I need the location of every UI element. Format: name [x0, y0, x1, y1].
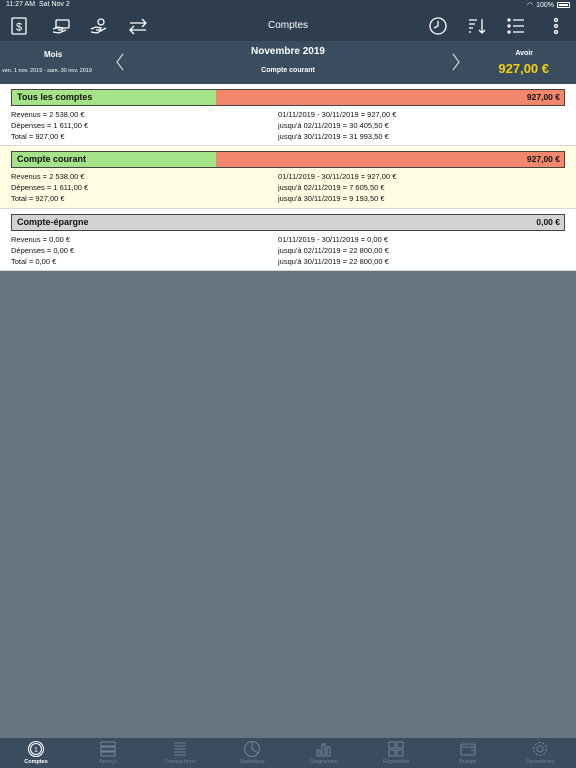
- balance-until-today: jusqu'à 02/11/2019 = 30 405,50 €: [278, 121, 389, 130]
- svg-text:$: $: [15, 21, 23, 34]
- status-date: Sat Nov 2: [39, 1, 70, 8]
- tab-repartition[interactable]: [360, 738, 432, 768]
- income-text: Revenus = 2 538,00 €: [11, 172, 85, 181]
- expense-text: Dépenses = 1 611,00 €: [11, 121, 89, 130]
- expense-bar: [216, 90, 564, 105]
- balance-until-today: jusqu'à 02/11/2019 = 7 605,50 €: [278, 183, 385, 192]
- balance-until-end: jusqu'à 30/11/2019 = 9 193,50 €: [278, 194, 385, 203]
- accounts-list: [0, 84, 576, 271]
- overview-icon: [99, 740, 117, 758]
- distribution-icon: [387, 740, 405, 758]
- balance-label: Avoir: [515, 50, 533, 57]
- tab-statistique[interactable]: [216, 738, 288, 768]
- expense-text: Dépenses = 1 611,00 €: [11, 183, 89, 192]
- total-text: Total = 927,00 €: [11, 132, 65, 141]
- tab-label: Statistique: [239, 759, 265, 765]
- account-balance-bar: [11, 151, 565, 168]
- page-title: Comptes: [267, 20, 308, 31]
- list-icon[interactable]: [505, 15, 527, 37]
- tab-comptes[interactable]: [0, 738, 72, 768]
- tab-parametres[interactable]: [504, 738, 576, 768]
- income-text: Revenus = 0,00 €: [11, 235, 71, 244]
- tab-label: Comptes: [24, 759, 48, 765]
- tab-diagramme[interactable]: [288, 738, 360, 768]
- account-card-checking[interactable]: [0, 146, 576, 209]
- navigation-bar: [0, 11, 576, 41]
- svg-text:1: 1: [34, 747, 38, 754]
- expense-text: Dépenses = 0,00 €: [11, 246, 75, 255]
- tab-label: Transactions: [164, 759, 196, 765]
- tab-label: Diagramme: [309, 759, 339, 765]
- total-text: Total = 0,00 €: [11, 257, 57, 266]
- tab-bar: [0, 738, 576, 768]
- wallet-icon: [459, 740, 477, 758]
- gear-icon: [531, 740, 549, 758]
- dollar-box-icon[interactable]: [8, 15, 30, 37]
- account-balance-bar: [11, 89, 565, 106]
- selected-account[interactable]: Compte courant: [261, 67, 315, 74]
- period-month: Novembre 2019: [251, 46, 325, 57]
- coin-icon: [27, 740, 45, 758]
- period-type-label[interactable]: Mois: [44, 50, 63, 59]
- transactions-list-icon: [171, 740, 189, 758]
- balance-until-end: jusqu'à 30/11/2019 = 31 993,50 €: [278, 132, 389, 141]
- balance-until-today: jusqu'à 02/11/2019 = 22 800,00 €: [278, 246, 389, 255]
- account-card-savings[interactable]: [0, 209, 576, 271]
- tab-label: Paramètres: [525, 759, 555, 765]
- tab-label: Aperçu: [99, 759, 117, 765]
- wifi-icon: ◠: [526, 2, 534, 9]
- card-hand-icon[interactable]: [50, 15, 72, 37]
- account-name: Compte courant: [17, 154, 87, 164]
- balance-until-end: jusqu'à 30/11/2019 = 22 800,00 €: [278, 257, 389, 266]
- neutral-bar: [12, 215, 564, 230]
- tab-label: Répartition: [382, 759, 410, 765]
- account-balance-bar: [11, 214, 565, 231]
- account-amount: 927,00 €: [526, 154, 560, 164]
- total-text: Total = 927,00 €: [11, 194, 65, 203]
- more-vertical-icon[interactable]: [545, 15, 567, 37]
- period-balance-text: 01/11/2019 - 30/11/2019 = 927,00 €: [278, 172, 397, 181]
- period-balance-text: 01/11/2019 - 30/11/2019 = 0,00 €: [278, 235, 389, 244]
- transfer-arrows-icon[interactable]: [127, 15, 149, 37]
- battery-icon: [557, 2, 570, 8]
- income-text: Revenus = 2 538,00 €: [11, 110, 85, 119]
- balance-value: 927,00 €: [498, 61, 549, 76]
- account-amount: 0,00 €: [536, 217, 560, 227]
- period-range: ven. 1 nov. 2019 - sam. 30 nov. 2019: [2, 68, 92, 74]
- status-bar: [0, 0, 576, 11]
- bar-chart-icon: [315, 740, 333, 758]
- tab-label: Budget: [459, 759, 477, 765]
- tab-budget[interactable]: [432, 738, 504, 768]
- account-card-all[interactable]: [0, 84, 576, 146]
- tab-transactions[interactable]: [144, 738, 216, 768]
- battery-indicator: [527, 1, 570, 9]
- period-header: [0, 41, 576, 84]
- hand-coin-icon[interactable]: [88, 15, 110, 37]
- statistics-icon: [243, 740, 261, 758]
- account-amount: 927,00 €: [526, 92, 560, 102]
- expense-bar: [216, 152, 564, 167]
- clock-icon[interactable]: [427, 15, 449, 37]
- chevron-right-icon[interactable]: [449, 52, 463, 72]
- account-name: Tous les comptes: [17, 92, 93, 102]
- battery-percent: 100%: [536, 1, 554, 9]
- sort-icon[interactable]: [466, 15, 488, 37]
- status-time: 11:27 AM: [6, 1, 36, 8]
- tab-apercu[interactable]: [72, 738, 144, 768]
- account-name: Compte-épargne: [17, 217, 89, 227]
- period-balance-text: 01/11/2019 - 30/11/2019 = 927,00 €: [278, 110, 397, 119]
